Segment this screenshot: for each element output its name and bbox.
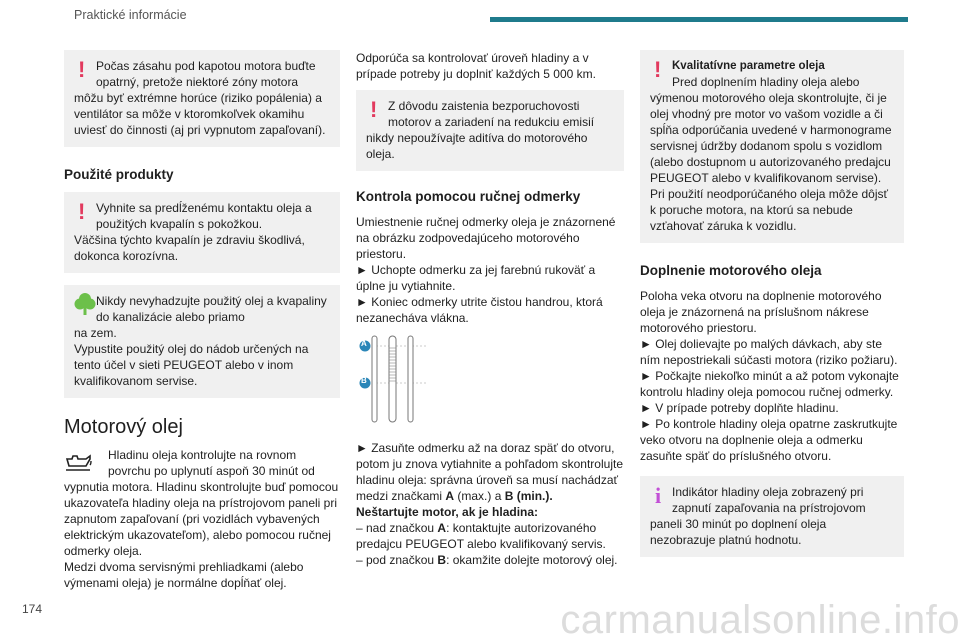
warning-text-first: Vyhnite sa predĺženému kontaktu oleja a použitých kvapalín s pokožkou. [96,201,312,231]
oil-text-rest1: vypnutia motora. Hladinu skontrolujte buď pomocou ukazovateľa hladiny oleja na prístrojovom paneli pri zapnutom zapaľovaní (pri vozidlách vybavených elektrickým ukazovateľom), alebo pomocou ručnej odmerky oleja. [64,480,339,558]
oil-text-rest2: Medzi dvoma servisnými prehliadkami (alebo výmenami oleja) je normálne dopĺňať olej. [64,560,304,590]
section-heading-products: Použité produkty [64,167,174,182]
no-start-warning: Neštartujte motor, ak je hladina: [356,505,539,519]
warning-box-engine-heat [64,50,340,147]
eco-text-rest2: Vypustite použitý olej do nádob určených na tento účel v sieti PEUGEOT alebo v inom kvalifikovanom servise. [74,342,309,388]
page-number: 174 [22,602,43,616]
refill-step-1: ► Olej dolievajte po malých dávkach, aby ste ním nepostriekali súčasti motora (riziko požiaru). [640,337,898,367]
warning-exclamation-icon: ! [78,199,86,224]
warning-exclamation-icon: ! [654,57,662,82]
section-heading-engine-oil: Motorový olej [64,416,183,438]
page-header-title: Praktické informácie [74,8,187,22]
warning-text-rest: môžu byť extrémne horúce (riziko popálenia) a ventilátor sa môže v ktoromkoľvek okamihu uviesť do činnosti (aj pri vypnutom zapaľovaní). [74,91,326,137]
warning-exclamation-icon: ! [370,97,378,122]
oil-quality-first: Pred doplnením hladiny oleja alebo [672,75,860,89]
warning-box-additives [356,90,624,171]
mark-a-label: A [361,339,367,348]
dipstick-intro: Umiestnenie ručnej odmerky oleja je znázornené na obrázku zodpovedajúceho motorového priestoru. [356,215,616,261]
eco-text-rest1: na zem. [74,326,117,340]
oil-quality-rest: výmenou motorového oleja skontrolujte, či je olej vhodný pre motor vo vašom vozidle a či spĺňa odporúčania uvedené v harmonograme servisnej údržby dodanom spolu s vozidlom (alebo dostupnom u autorizovaného predajcu PEUGEOT alebo v kvalifikovanom servise). Pri použití neodporúčaného oleja môže dôjsť k poruche motora, na ktorú sa nebude vzťahovať záruka k vozidlu. [650,91,892,233]
refill-step-4: ► Po kontrole hladiny oleja opatrne zaskrutkujte veko otvoru na doplnenie oleja a odmerku zasuňte späť do príslušného otvoru. [640,417,898,463]
eco-box-disposal [64,285,340,398]
refill-intro: Poloha veka otvoru na doplnenie motorového oleja je znázornená na príslušnom nákrese motorového priestoru. [640,289,882,335]
oil-text-block [64,447,340,591]
warning-box-oil-quality [640,50,904,243]
info-box-oil-indicator [640,476,904,557]
warning-text-rest: nikdy nepoužívajte aditíva do motorového oleja. [366,131,588,161]
dipstick-illustration [356,334,624,434]
mark-b-label: B [361,376,367,385]
column-right [640,50,904,557]
warning-box-products [64,192,340,273]
section-heading-refill: Doplnenie motorového oleja [640,263,822,278]
warning-exclamation-icon: ! [78,57,86,82]
eco-text-first: Nikdy nevyhadzujte použitý olej a kvapaliny do kanalizácie alebo priamo [96,294,327,324]
page-header-bar [490,17,908,22]
dipstick-step-1: ► Uchopte odmerku za jej farebnú rukoväť a úplne ju vytiahnite. [356,263,596,293]
section-heading-dipstick: Kontrola pomocou ručnej odmerky [356,189,581,204]
info-text-rest: paneli 30 minút po doplnení oleja nezobrazuje platnú hodnotu. [650,517,827,547]
warning-text-rest: Väčšina týchto kvapalín je zdraviu škodlivá, dokonca korozívna. [74,233,305,263]
dipstick-step-2: ► Koniec odmerky utrite čistou handrou, ktorá nezanecháva vlákna. [356,295,603,325]
info-i-icon: i [655,483,662,508]
warning-text-first: Počas zásahu pod kapotou motora buďte opatrný, pretože niektoré zóny motora [96,59,316,89]
tree-icon [74,292,96,320]
condition-below-b: – pod značkou B: okamžite dolejte motorový olej. [356,553,618,567]
condition-above-a: – nad značkou A: kontaktujte autorizovaného predajcu PEUGEOT alebo kvalifikovaný servis. [356,521,606,551]
refill-step-3: ► V prípade potreby doplňte hladinu. [640,401,839,415]
oil-text-first: Hladinu oleja kontrolujte na rovnom povrchu po uplynutí aspoň 30 minút od [108,448,315,478]
check-interval-text: Odporúča sa kontrolovať úroveň hladiny a v prípade potreby ju doplniť každých 5 000 km. [356,51,596,81]
dipstick-step-3: ► Zasuňte odmerku až na doraz späť do otvoru, potom ju znova vytiahnite a pohľadom skontrolujte hladinu oleja: správna úroveň sa musí nachádzať medzi značkami A (max.) a B (min.). [356,441,623,503]
refill-step-2: ► Počkajte niekoľko minút a až potom vykonajte kontrolu hladiny oleja pomocou ručnej odmerky. [640,369,899,399]
column-middle [356,50,624,568]
info-text-first: Indikátor hladiny oleja zobrazený pri zapnutí zapaľovania na prístrojovom [672,485,866,515]
oil-quality-title: Kvalitatívne parametre oleja [672,60,825,72]
column-left [64,50,340,591]
warning-text-first: Z dôvodu zaistenia bezporuchovosti motorov a zariadení na redukciu emisií [388,99,595,129]
watermark-text: carmanualsonline.info [560,598,960,640]
oil-can-icon [64,449,92,477]
